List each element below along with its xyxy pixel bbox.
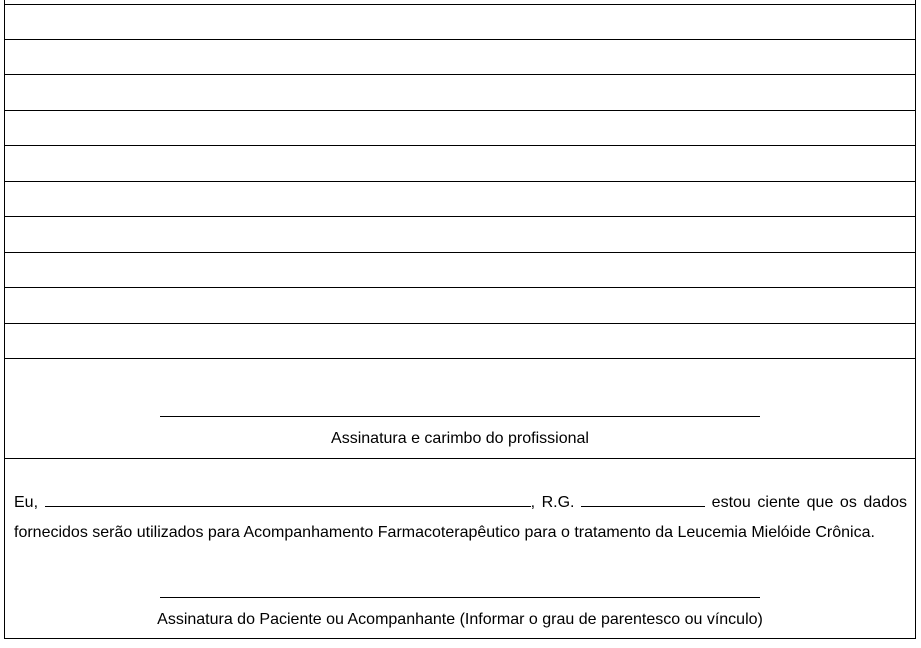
writing-line [4, 74, 916, 75]
writing-line [4, 110, 916, 111]
professional-signature-line[interactable] [160, 416, 760, 417]
writing-line [4, 323, 916, 324]
writing-line [4, 216, 916, 217]
patient-name-blank[interactable] [45, 492, 531, 507]
patient-signature-caption: Assinatura do Paciente ou Acompanhante (Informar o grau de parentesco ou vínculo) [157, 611, 763, 628]
patient-statement [14, 488, 907, 548]
writing-line [4, 358, 916, 359]
statement-prefix: Eu, [14, 494, 39, 511]
patient-signature-line[interactable] [160, 597, 760, 598]
professional-signature-caption: Assinatura e carimbo do profissional [331, 430, 589, 447]
writing-line [4, 145, 916, 146]
writing-line [4, 4, 916, 5]
writing-line [4, 252, 916, 253]
writing-line [4, 287, 916, 288]
rg-blank[interactable] [581, 492, 705, 507]
writing-line [4, 181, 916, 182]
writing-line [4, 39, 916, 40]
section-divider [4, 458, 916, 459]
statement-text: estou ciente que os dados fornecidos serão utilizados para Acompanhamento Farmacoterapêutico para o tratamento da Leucemia Mielóide Crônica. [14, 494, 907, 541]
rg-label: , R.G. [530, 494, 575, 511]
